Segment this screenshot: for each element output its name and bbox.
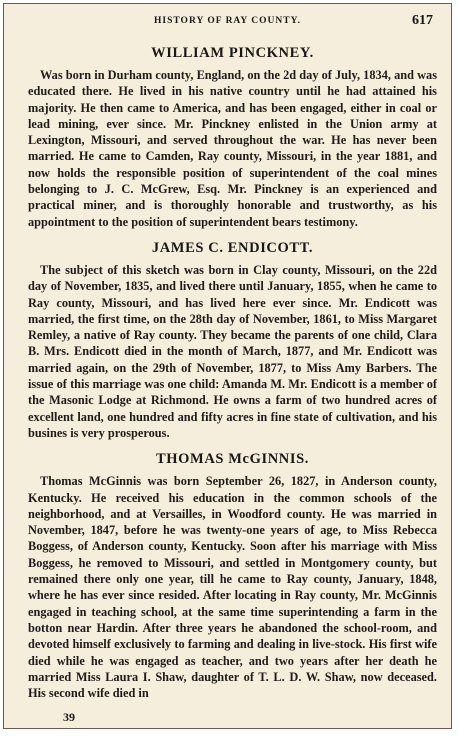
page-number: 617 [412, 13, 433, 28]
biography-william-pinckney [28, 44, 437, 230]
signature-mark: 39 [63, 710, 75, 724]
section-paragraph: Thomas McGinnis was born September 26, 1827, in Anderson county, Kentucky. He received his education in the common schools of the neighborhood, and at Versailles, in Woodford county. He was married in November, 1847, before he was twenty-one years of age, to Miss Rebecca Boggess, of Anderson county, Kentucky. Soon after his marriage with Miss Boggess, he removed to Missouri, and settled in Montgomery county, but remained there only one year, till he came to Ray county, January, 1848, where he has ever since resided. After locating in Ray county, Mr. McGinnis engaged in teaching school, at the same time superintending a farm in the botton near Hardin. After three years he abandoned the school-room, and devoted himself exclusively to farming and dealing in live-stock. His first wife died while he was engaged as teacher, and two years after her death he married Miss Laura I. Shaw, daughter of T. L. D. W. Shaw, now deceased. His second wife died in [28, 474, 437, 701]
biography-james-c-endicott [28, 239, 437, 441]
section-paragraph: Was born in Durham county, England, on the 2d day of July, 1834, and was educated there. He lived in his native country until he had attained his majority. He then came to America, and has been engaged, either in coal or lead mining, ever since. Mr. Pinckney enlisted in the Union army at Lexington, Missouri, and served throughout the war. He has never been married. He came to Camden, Ray county, Missouri, in the year 1881, and now holds the responsible position of superintendent of the coal mines belonging to J. C. McGrew, Esq. Mr. Pinckney is an experienced and practical miner, and is thoroughly honorable and trustworthy, as his appointment to the position of superintendent bears testimony. [28, 68, 437, 229]
page-content [28, 44, 437, 710]
page-header [4, 13, 451, 32]
section-title: THOMAS McGINNIS. [156, 451, 309, 468]
section-title: JAMES C. ENDICOTT. [151, 239, 314, 256]
biography-thomas-mcginnis [28, 450, 437, 701]
section-paragraph: The subject of this sketch was born in Clay county, Missouri, on the 22d day of November, 1835, and lived there until January, 1855, when he came to Ray county, Missouri, and has lived here ever since. Mr. Endicott was married, the first time, on the 28th day of November, 1861, to Miss Margaret Remley, a native of Ray county. They became the parents of one child, Clara B. Mrs. Endicott died in the month of March, 1877, and Mr. Endicott was married again, on the 29th of November, 1877, to Miss Amy Barbers. The issue of this marriage was one child: Amanda M. Mr. Endicott is a member of the Masonic Lodge at Richmond. He owns a farm of two hundred acres of excellent land, one hundred and fifty acres in fine state of cultivation, and his busines is very prosperous. [28, 262, 437, 440]
book-page [3, 3, 452, 729]
section-title: WILLIAM PINCKNEY. [151, 45, 314, 61]
running-head: HISTORY OF RAY COUNTY. [154, 16, 301, 26]
